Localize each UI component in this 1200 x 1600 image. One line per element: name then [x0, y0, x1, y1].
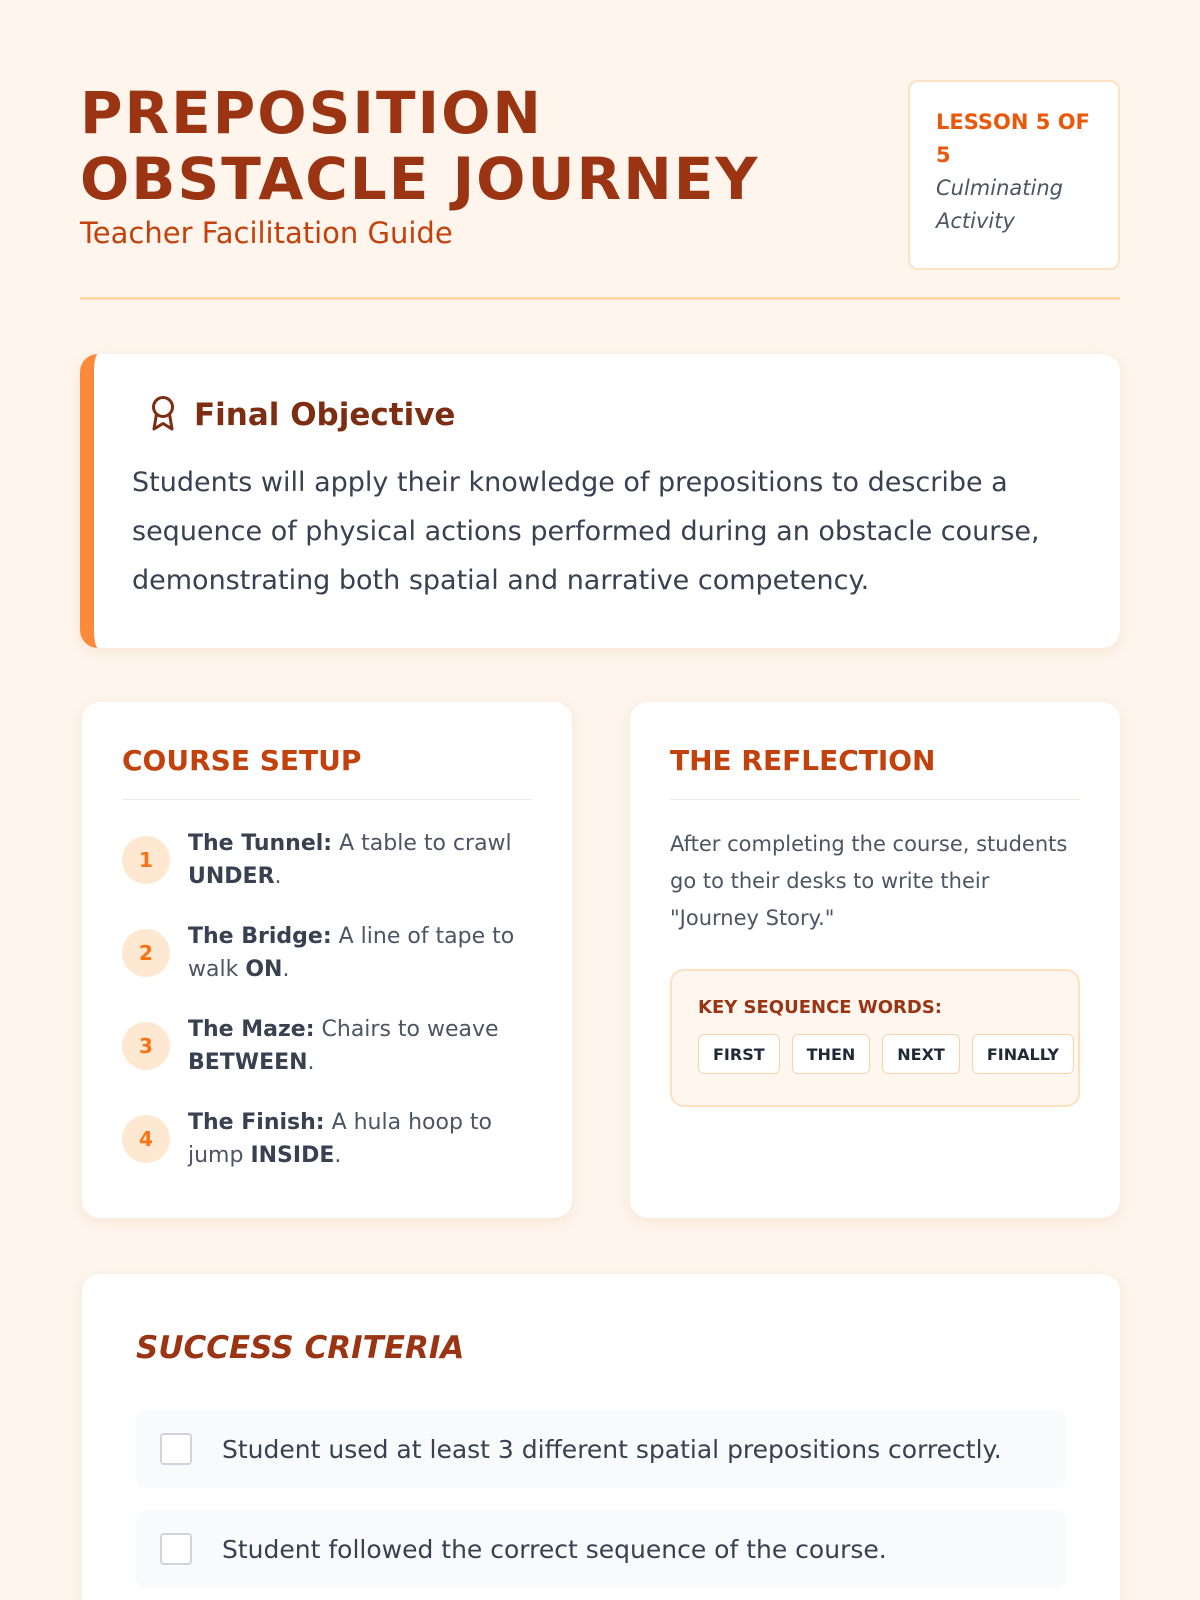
sequence-word-chip: NEXT	[882, 1034, 960, 1074]
course-step	[122, 1010, 532, 1082]
objective-text: Students will apply their knowledge of prepositions to describe a sequence of physical actions performed during an obstacle course, demonstrating both spatial and narrative competency.	[132, 467, 1040, 596]
step-text	[188, 1013, 532, 1079]
course-step	[122, 917, 532, 989]
step-number: 4	[122, 1115, 170, 1163]
reflection-text: After completing the course, students go to their desks to write their "Journey Story."	[670, 832, 1068, 930]
step-end: .	[307, 1050, 315, 1075]
step-name: The Maze:	[188, 1017, 315, 1042]
reflection-card	[630, 702, 1120, 1218]
sequence-word-chip: FIRST	[698, 1034, 780, 1074]
step-name: The Bridge:	[188, 924, 332, 949]
step-text	[188, 1106, 532, 1172]
step-number: 2	[122, 929, 170, 977]
step-end: .	[334, 1143, 342, 1168]
course-step	[122, 824, 532, 896]
objective-header	[148, 394, 1080, 436]
step-desc: A table to crawl	[332, 831, 512, 856]
success-criteria-card	[82, 1274, 1120, 1600]
step-preposition: UNDER	[188, 864, 275, 889]
key-words-label: KEY SEQUENCE WORDS:	[698, 997, 942, 1018]
page-title: PREPOSITION OBSTACLE JOURNEY	[80, 79, 760, 213]
course-steps-list	[122, 824, 532, 1175]
criteria-item	[136, 1410, 1066, 1488]
course-setup-card	[82, 702, 572, 1218]
key-words-list	[698, 1034, 1059, 1074]
step-preposition: BETWEEN	[188, 1050, 308, 1075]
step-desc: A hula hoop to jump	[188, 1110, 492, 1168]
lesson-type: Culminating Activity	[936, 176, 1063, 233]
step-number: 1	[122, 836, 170, 884]
award-ribbon-icon	[148, 394, 178, 436]
step-text	[188, 920, 532, 986]
step-end: .	[282, 957, 290, 982]
step-number: 3	[122, 1022, 170, 1070]
criteria-checkbox[interactable]	[160, 1533, 192, 1565]
key-words-box	[670, 969, 1080, 1107]
step-desc: A line of tape to walk	[188, 924, 515, 982]
criteria-text: Student followed the correct sequence of the course.	[222, 1534, 887, 1564]
lesson-number: LESSON 5 OF 5	[936, 110, 1090, 167]
sequence-word-chip: FINALLY	[972, 1034, 1074, 1074]
course-setup-title: COURSE SETUP	[122, 744, 532, 800]
step-name: The Tunnel:	[188, 831, 333, 856]
criteria-item	[136, 1510, 1066, 1588]
objective-title: Final Objective	[194, 397, 456, 433]
sequence-word-chip: THEN	[792, 1034, 871, 1074]
course-step	[122, 1103, 532, 1175]
step-preposition: INSIDE	[250, 1143, 335, 1168]
objective-card	[80, 354, 1120, 648]
step-preposition: ON	[245, 957, 283, 982]
page-subtitle: Teacher Facilitation Guide	[80, 216, 453, 250]
criteria-list	[136, 1410, 1066, 1588]
step-desc: Chairs to weave	[314, 1017, 499, 1042]
criteria-text: Student used at least 3 different spatial prepositions correctly.	[222, 1434, 1002, 1464]
page-header	[80, 80, 1120, 300]
criteria-checkbox[interactable]	[160, 1433, 192, 1465]
success-criteria-title: SUCCESS CRITERIA	[136, 1330, 465, 1366]
step-end: .	[274, 864, 282, 889]
reflection-title: THE REFLECTION	[670, 744, 1080, 800]
step-name: The Finish:	[188, 1110, 325, 1135]
step-text	[188, 827, 532, 893]
lesson-badge	[908, 80, 1120, 270]
